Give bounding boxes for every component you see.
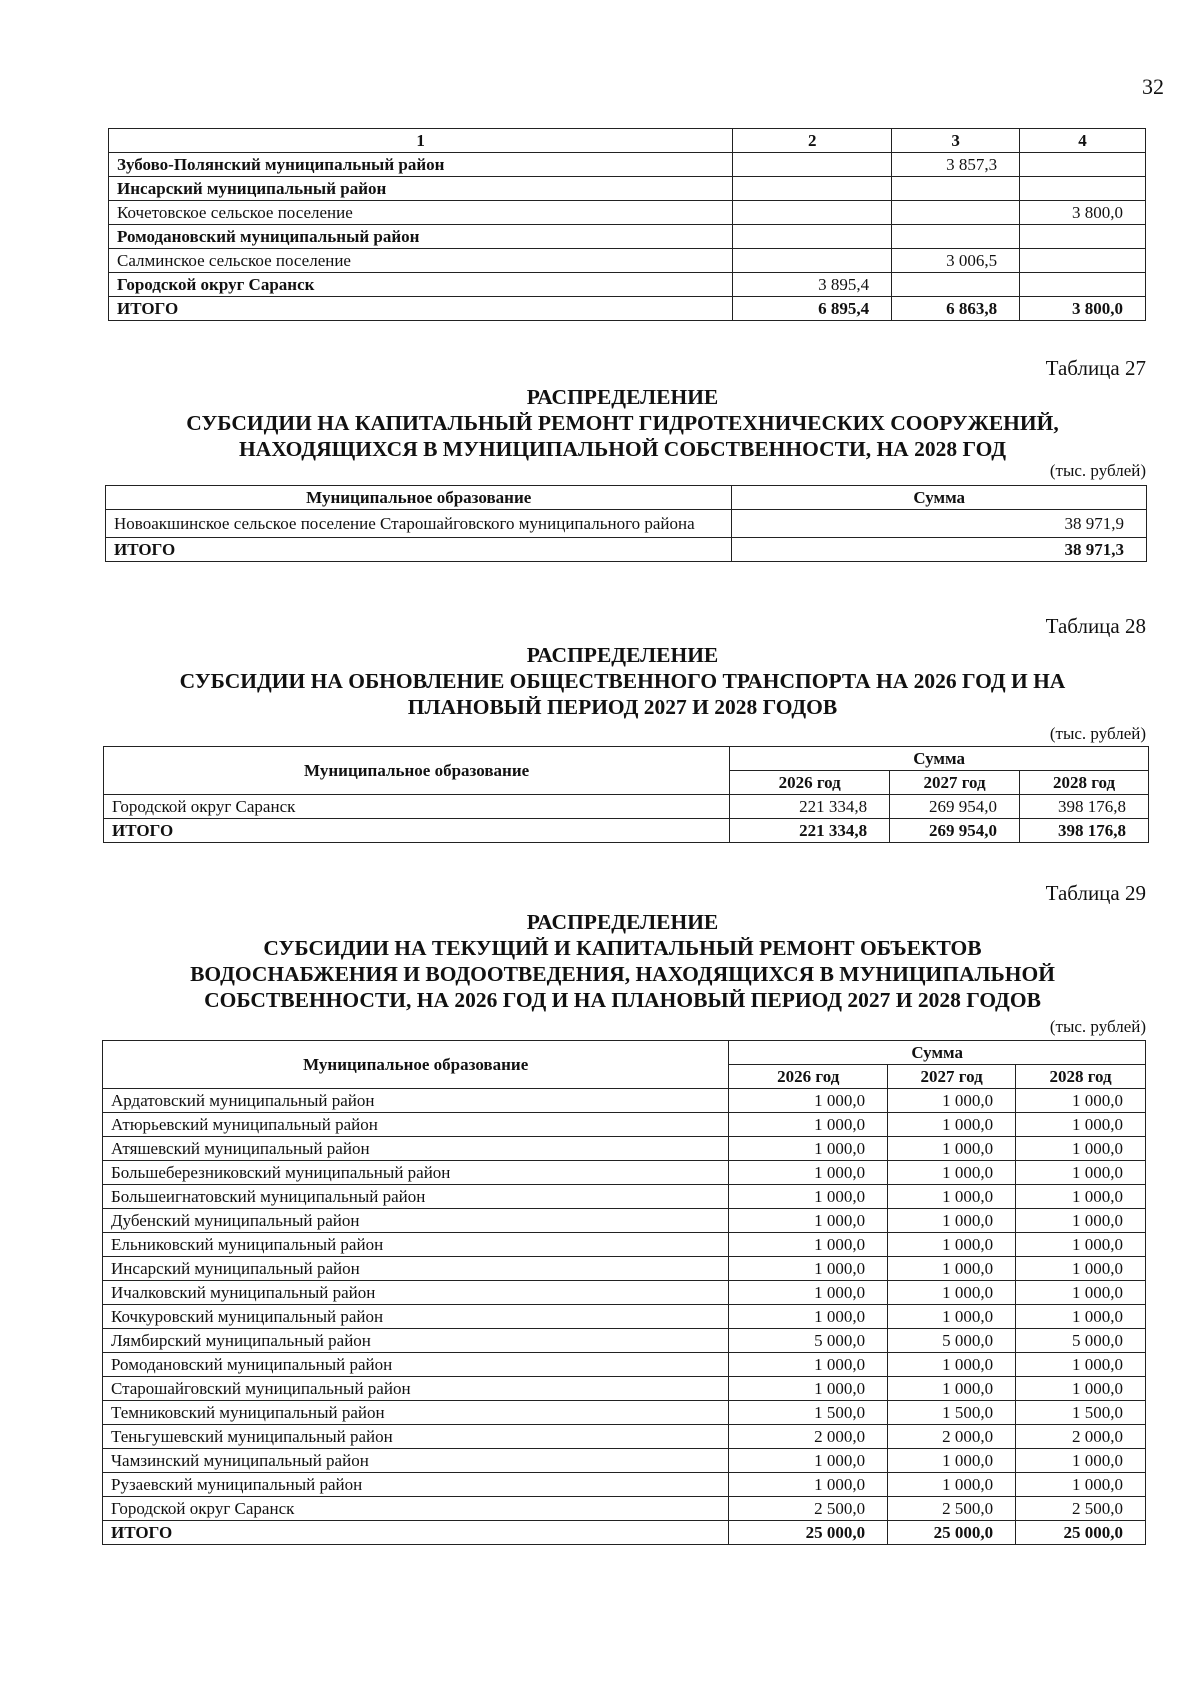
table-row bbox=[106, 510, 1147, 538]
row-value: 2 000,0 bbox=[888, 1425, 1016, 1449]
table-29-unit: (тыс. рублей) bbox=[1049, 1017, 1146, 1036]
row-value: 5 000,0 bbox=[729, 1329, 888, 1353]
table-total-row bbox=[104, 819, 1149, 843]
row-value: 3 800,0 bbox=[1020, 201, 1146, 225]
row-value: 5 000,0 bbox=[888, 1329, 1016, 1353]
table-row bbox=[103, 1209, 1146, 1233]
row-name: Большеигнатовский муниципальный район bbox=[103, 1185, 729, 1209]
row-value: 1 000,0 bbox=[888, 1209, 1016, 1233]
col-header-year: 2027 год bbox=[888, 1065, 1016, 1089]
row-name: Салминское сельское поселение bbox=[109, 249, 733, 273]
table-total-row bbox=[106, 538, 1147, 562]
table-row bbox=[103, 1377, 1146, 1401]
row-value: 1 000,0 bbox=[1016, 1113, 1146, 1137]
table-row bbox=[103, 1281, 1146, 1305]
row-name: Инсарский муниципальный район bbox=[109, 177, 733, 201]
table-row bbox=[103, 1449, 1146, 1473]
table-29 bbox=[102, 1040, 1146, 1545]
row-value bbox=[892, 273, 1020, 297]
col-header-year: 2026 год bbox=[729, 1065, 888, 1089]
table-row bbox=[104, 795, 1149, 819]
table-27-label: Таблица 27 bbox=[1045, 356, 1146, 380]
table-27-unit: (тыс. рублей) bbox=[1049, 461, 1146, 480]
table-header-row bbox=[106, 486, 1147, 510]
row-value: 2 500,0 bbox=[888, 1497, 1016, 1521]
row-value bbox=[1020, 225, 1146, 249]
table-row bbox=[103, 1473, 1146, 1497]
row-value: 1 000,0 bbox=[888, 1161, 1016, 1185]
row-value: 1 000,0 bbox=[1016, 1257, 1146, 1281]
row-name: Городской округ Саранск bbox=[103, 1497, 729, 1521]
title-line: ПЛАНОВЫЙ ПЕРИОД 2027 И 2028 ГОДОВ bbox=[407, 695, 838, 719]
table-row bbox=[109, 177, 1146, 201]
row-value: 1 000,0 bbox=[729, 1281, 888, 1305]
total-value: 6 863,8 bbox=[892, 297, 1020, 321]
table-28 bbox=[103, 746, 1149, 843]
total-value: 398 176,8 bbox=[1020, 819, 1149, 843]
row-name: Ромодановский муниципальный район bbox=[103, 1353, 729, 1377]
col-header-sum: Сумма bbox=[730, 747, 1149, 771]
row-value: 1 000,0 bbox=[729, 1473, 888, 1497]
row-value: 1 000,0 bbox=[1016, 1473, 1146, 1497]
row-name: Большеберезниковский муниципальный район bbox=[103, 1161, 729, 1185]
row-value bbox=[892, 177, 1020, 201]
title-line: СУБСИДИИ НА ТЕКУЩИЙ И КАПИТАЛЬНЫЙ РЕМОНТ ОБЪЕКТОВ bbox=[263, 936, 982, 960]
row-value: 1 000,0 bbox=[888, 1281, 1016, 1305]
col-header-year: 2026 год bbox=[730, 771, 890, 795]
row-name: Старошайговский муниципальный район bbox=[103, 1377, 729, 1401]
title-line: НАХОДЯЩИХСЯ В МУНИЦИПАЛЬНОЙ СОБСТВЕННОСТИ, НА 2028 ГОД bbox=[238, 437, 1007, 461]
row-value: 1 000,0 bbox=[729, 1305, 888, 1329]
continuation-table bbox=[108, 128, 1146, 321]
row-value: 3 857,3 bbox=[892, 153, 1020, 177]
table-header-row bbox=[109, 129, 1146, 153]
row-value: 1 000,0 bbox=[1016, 1185, 1146, 1209]
total-sum: 38 971,3 bbox=[732, 538, 1147, 562]
row-value: 1 000,0 bbox=[888, 1233, 1016, 1257]
row-name: Инсарский муниципальный район bbox=[103, 1257, 729, 1281]
row-value: 1 000,0 bbox=[888, 1473, 1016, 1497]
row-value: 1 000,0 bbox=[1016, 1137, 1146, 1161]
row-name: Новоакшинское сельское поселение Старошайговского муниципального района bbox=[106, 510, 732, 538]
table-28-unit: (тыс. рублей) bbox=[1049, 724, 1146, 743]
row-name: Рузаевский муниципальный район bbox=[103, 1473, 729, 1497]
table-row bbox=[103, 1305, 1146, 1329]
total-value: 3 800,0 bbox=[1020, 297, 1146, 321]
table-row bbox=[103, 1233, 1146, 1257]
row-value: 1 000,0 bbox=[729, 1377, 888, 1401]
row-name: Атюрьевский муниципальный район bbox=[103, 1113, 729, 1137]
table-row bbox=[109, 225, 1146, 249]
total-value: 221 334,8 bbox=[730, 819, 890, 843]
total-value: 25 000,0 bbox=[888, 1521, 1016, 1545]
row-name: Кочкуровский муниципальный район bbox=[103, 1305, 729, 1329]
row-name: Лямбирский муниципальный район bbox=[103, 1329, 729, 1353]
col-header-3: 3 bbox=[892, 129, 1020, 153]
col-header-municipality: Муниципальное образование bbox=[104, 747, 730, 795]
table-row bbox=[103, 1353, 1146, 1377]
total-value: 269 954,0 bbox=[890, 819, 1020, 843]
row-name: Дубенский муниципальный район bbox=[103, 1209, 729, 1233]
table-row bbox=[103, 1401, 1146, 1425]
row-value: 221 334,8 bbox=[730, 795, 890, 819]
row-value: 1 000,0 bbox=[1016, 1233, 1146, 1257]
row-value: 1 000,0 bbox=[888, 1185, 1016, 1209]
row-value bbox=[733, 225, 892, 249]
page-number: 32 bbox=[1142, 74, 1164, 99]
col-header-2: 2 bbox=[733, 129, 892, 153]
row-name: Городской округ Саранск bbox=[104, 795, 730, 819]
row-value: 1 000,0 bbox=[1016, 1161, 1146, 1185]
row-value: 2 500,0 bbox=[1016, 1497, 1146, 1521]
row-value: 1 000,0 bbox=[1016, 1305, 1146, 1329]
row-name: Ромодановский муниципальный район bbox=[109, 225, 733, 249]
col-header-4: 4 bbox=[1020, 129, 1146, 153]
row-value: 3 006,5 bbox=[892, 249, 1020, 273]
total-label: ИТОГО bbox=[103, 1521, 729, 1545]
row-value bbox=[733, 177, 892, 201]
title-line: РАСПРЕДЕЛЕНИЕ bbox=[526, 385, 719, 409]
row-name: Городской округ Саранск bbox=[109, 273, 733, 297]
row-value: 1 000,0 bbox=[1016, 1089, 1146, 1113]
row-value bbox=[1020, 249, 1146, 273]
row-value: 1 000,0 bbox=[729, 1257, 888, 1281]
row-value: 398 176,8 bbox=[1020, 795, 1149, 819]
row-value bbox=[733, 249, 892, 273]
col-header-sum: Сумма bbox=[732, 486, 1147, 510]
row-value bbox=[733, 153, 892, 177]
row-name: Кочетовское сельское поселение bbox=[109, 201, 733, 225]
row-value: 1 000,0 bbox=[1016, 1377, 1146, 1401]
row-value: 1 000,0 bbox=[729, 1353, 888, 1377]
col-header-1: 1 bbox=[109, 129, 733, 153]
title-line: ВОДОСНАБЖЕНИЯ И ВОДООТВЕДЕНИЯ, НАХОДЯЩИХСЯ В МУНИЦИПАЛЬНОЙ bbox=[190, 962, 1055, 986]
total-label: ИТОГО bbox=[104, 819, 730, 843]
row-value bbox=[1020, 273, 1146, 297]
table-row bbox=[103, 1329, 1146, 1353]
row-name: Ардатовский муниципальный район bbox=[103, 1089, 729, 1113]
row-value bbox=[1020, 177, 1146, 201]
table-total-row bbox=[109, 297, 1146, 321]
col-header-sum: Сумма bbox=[729, 1041, 1146, 1065]
row-value bbox=[892, 201, 1020, 225]
row-value: 1 000,0 bbox=[1016, 1281, 1146, 1305]
row-name: Ичалковский муниципальный район bbox=[103, 1281, 729, 1305]
table-row bbox=[109, 153, 1146, 177]
row-value: 1 000,0 bbox=[888, 1257, 1016, 1281]
row-value bbox=[892, 225, 1020, 249]
row-value: 1 000,0 bbox=[729, 1137, 888, 1161]
row-value: 1 500,0 bbox=[729, 1401, 888, 1425]
table-row bbox=[103, 1425, 1146, 1449]
title-line: РАСПРЕДЕЛЕНИЕ bbox=[526, 643, 719, 667]
row-value: 1 000,0 bbox=[729, 1113, 888, 1137]
row-value: 269 954,0 bbox=[890, 795, 1020, 819]
table-row bbox=[109, 249, 1146, 273]
row-value: 3 895,4 bbox=[733, 273, 892, 297]
row-value: 1 500,0 bbox=[1016, 1401, 1146, 1425]
row-value: 1 000,0 bbox=[729, 1089, 888, 1113]
table-header-row bbox=[103, 1041, 1146, 1065]
title-line: СУБСИДИИ НА ОБНОВЛЕНИЕ ОБЩЕСТВЕННОГО ТРАНСПОРТА НА 2026 ГОД И НА bbox=[179, 669, 1066, 693]
table-row bbox=[109, 201, 1146, 225]
table-row bbox=[103, 1185, 1146, 1209]
row-value: 1 000,0 bbox=[729, 1185, 888, 1209]
table-27 bbox=[105, 485, 1147, 562]
row-value: 1 000,0 bbox=[1016, 1449, 1146, 1473]
table-28-title bbox=[100, 642, 1145, 720]
table-28-label: Таблица 28 bbox=[1045, 614, 1146, 638]
table-27-title bbox=[100, 384, 1145, 462]
table-29-label: Таблица 29 bbox=[1045, 881, 1146, 905]
row-value: 2 500,0 bbox=[729, 1497, 888, 1521]
row-name: Ельниковский муниципальный район bbox=[103, 1233, 729, 1257]
total-value: 6 895,4 bbox=[733, 297, 892, 321]
col-header-year: 2028 год bbox=[1020, 771, 1149, 795]
table-29-title bbox=[100, 909, 1145, 1013]
row-value bbox=[1020, 153, 1146, 177]
row-value: 1 000,0 bbox=[729, 1161, 888, 1185]
title-line: СУБСИДИИ НА КАПИТАЛЬНЫЙ РЕМОНТ ГИДРОТЕХНИЧЕСКИХ СООРУЖЕНИЙ, bbox=[186, 411, 1059, 435]
total-value: 25 000,0 bbox=[729, 1521, 888, 1545]
row-value: 1 000,0 bbox=[888, 1113, 1016, 1137]
row-value: 2 000,0 bbox=[729, 1425, 888, 1449]
table-row bbox=[103, 1137, 1146, 1161]
row-name: Теньгушевский муниципальный район bbox=[103, 1425, 729, 1449]
table-header-row bbox=[104, 747, 1149, 771]
row-value: 1 000,0 bbox=[729, 1209, 888, 1233]
row-value: 1 000,0 bbox=[729, 1233, 888, 1257]
row-name: Чамзинский муниципальный район bbox=[103, 1449, 729, 1473]
row-value: 1 000,0 bbox=[1016, 1209, 1146, 1233]
total-label: ИТОГО bbox=[109, 297, 733, 321]
title-line: РАСПРЕДЕЛЕНИЕ bbox=[526, 910, 719, 934]
col-header-year: 2028 год bbox=[1016, 1065, 1146, 1089]
total-label: ИТОГО bbox=[106, 538, 732, 562]
row-value: 1 000,0 bbox=[888, 1137, 1016, 1161]
table-total-row bbox=[103, 1521, 1146, 1545]
table-row bbox=[103, 1161, 1146, 1185]
row-value: 5 000,0 bbox=[1016, 1329, 1146, 1353]
row-value: 1 000,0 bbox=[888, 1353, 1016, 1377]
row-name: Атяшевский муниципальный район bbox=[103, 1137, 729, 1161]
row-value: 1 000,0 bbox=[1016, 1353, 1146, 1377]
row-sum: 38 971,9 bbox=[732, 510, 1147, 538]
row-value: 1 500,0 bbox=[888, 1401, 1016, 1425]
row-value: 1 000,0 bbox=[888, 1449, 1016, 1473]
total-value: 25 000,0 bbox=[1016, 1521, 1146, 1545]
row-value: 1 000,0 bbox=[729, 1449, 888, 1473]
table-row bbox=[103, 1497, 1146, 1521]
row-value: 1 000,0 bbox=[888, 1377, 1016, 1401]
title-line: СОБСТВЕННОСТИ, НА 2026 ГОД И НА ПЛАНОВЫЙ ПЕРИОД 2027 И 2028 ГОДОВ bbox=[204, 988, 1041, 1012]
row-value: 1 000,0 bbox=[888, 1089, 1016, 1113]
row-value: 1 000,0 bbox=[888, 1305, 1016, 1329]
table-row bbox=[109, 273, 1146, 297]
row-value bbox=[733, 201, 892, 225]
table-row bbox=[103, 1257, 1146, 1281]
col-header-municipality: Муниципальное образование bbox=[106, 486, 732, 510]
table-row bbox=[103, 1113, 1146, 1137]
row-name: Зубово-Полянский муниципальный район bbox=[109, 153, 733, 177]
table-row bbox=[103, 1089, 1146, 1113]
row-name: Темниковский муниципальный район bbox=[103, 1401, 729, 1425]
row-value: 2 000,0 bbox=[1016, 1425, 1146, 1449]
col-header-year: 2027 год bbox=[890, 771, 1020, 795]
col-header-municipality: Муниципальное образование bbox=[103, 1041, 729, 1089]
